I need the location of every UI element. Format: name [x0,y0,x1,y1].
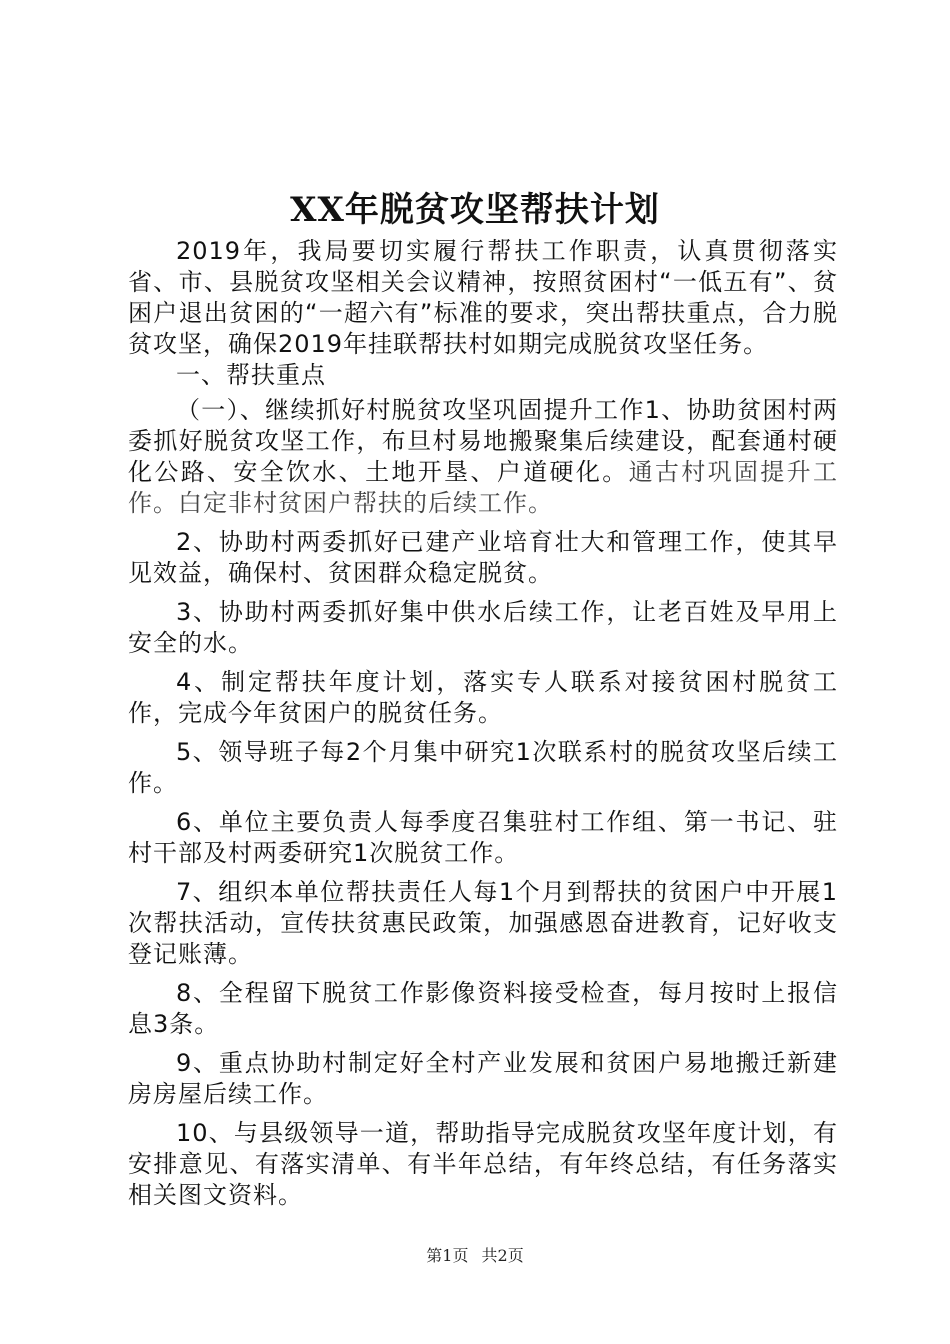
list-item-8: 8、全程留下脱贫工作影像资料接受检查，每月按时上报信息3条。 [128,979,838,1038]
list-item-6: 6、单位主要负责人每季度召集驻村工作组、第一书记、驻村干部及村两委研究1次脱贫工作。 [128,808,838,867]
document-title: XX年脱贫攻坚帮扶计划 [290,190,660,230]
subsection-light-text: 通古村巩固提升工作。白定非村贫困户帮扶的后续工作。 [128,458,839,517]
subsection-main-text: （一）、继续抓好村脱贫攻坚巩固提升工作1、协助贫困村两委抓好脱贫攻坚工作，布旦村易地搬聚集后续建设，配套通村硬化公路、安全饮水、土地开垦、户道硬化。 [128,396,838,486]
list-item-3: 3、协助村两委抓好集中供水后续工作，让老百姓及早用上安全的水。 [128,598,838,657]
document-body [128,236,838,1211]
list-item-2: 2、协助村两委抓好已建产业培育壮大和管理工作，使其早见效益，确保村、贫困群众稳定脱贫。 [128,528,838,587]
page-number: 第1页 [426,1246,469,1265]
list-item-9: 9、重点协助村制定好全村产业发展和贫困户易地搬迁新建房房屋后续工作。 [128,1049,838,1108]
page-footer [0,1243,950,1266]
intro-paragraph: 2019年，我局要切实履行帮扶工作职责，认真贯彻落实省、市、县脱贫攻坚相关会议精神，按照贫困村“一低五有”、贫困户退出贫困的“一超六有”标准的要求，突出帮扶重点，合力脱贫攻坚，确保2019年挂联帮扶村如期完成脱贫攻坚任务。 [128,237,838,358]
section-heading: 一、帮扶重点 [176,361,326,389]
subsection-paragraph [128,395,838,519]
list-item-7: 7、组织本单位帮扶责任人每1个月到帮扶的贫困户中开展1次帮扶活动，宣传扶贫惠民政策，加强感恩奋进教育，记好收支登记账薄。 [128,878,838,968]
list-item-10: 10、与县级领导一道，帮助指导完成脱贫攻坚年度计划，有安排意见、有落实清单、有半年总结，有年终总结，有任务落实相关图文资料。 [128,1119,838,1209]
list-item-5: 5、领导班子每2个月集中研究1次联系村的脱贫攻坚后续工作。 [128,738,838,797]
page-total: 共2页 [481,1246,524,1265]
list-item-4: 4、制定帮扶年度计划，落实专人联系对接贫困村脱贫工作，完成今年贫困户的脱贫任务。 [128,668,838,727]
